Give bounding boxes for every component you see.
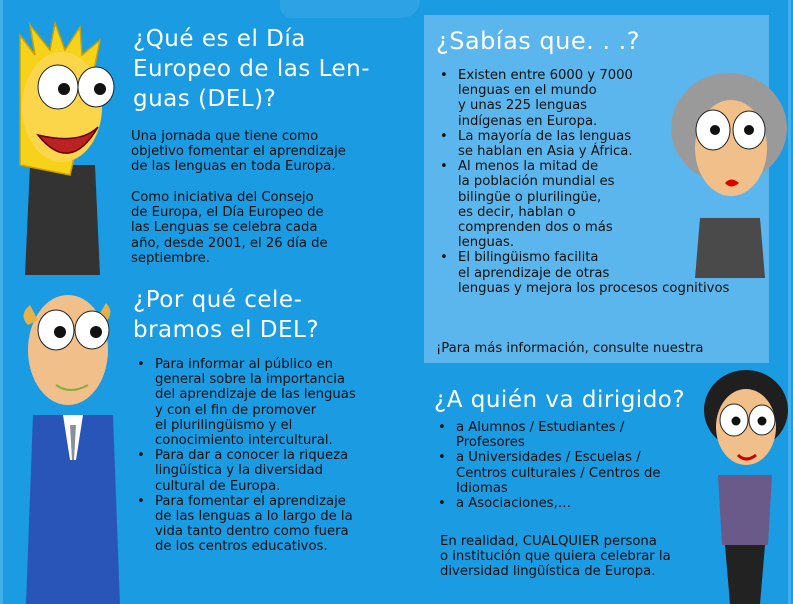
- who-paragraph: En realidad, CUALQUIER persona o institución que quiera celebrar la diversidad lingüística de Europa.: [440, 534, 671, 580]
- yellow-boy-icon: [0, 15, 125, 275]
- heading-what-is-del: ¿Qué es el Día Europeo de las Len- guas (DEL)?: [133, 26, 371, 112]
- list-item: • La mayoría de las lenguas se hablan en Asia y África.: [436, 129, 766, 159]
- list-item: • Para dar a conocer la riqueza lingüística y la diversidad cultural de Europa.: [133, 448, 393, 494]
- heading-why-celebrate: ¿Por qué cele- bramos el DEL?: [133, 287, 320, 343]
- gray-haired-woman-icon: [665, 68, 793, 278]
- list-item: • Existen entre 6000 y 7000 lenguas en el mundo y unas 225 lenguas indígenas en Europa.: [436, 68, 766, 129]
- list-item: • Para fomentar el aprendizaje de las lenguas a lo largo de la vida tanto dentro como fuera de los centros educativos.: [133, 494, 393, 555]
- list-item: • a Asociaciones,…: [434, 496, 714, 511]
- heading-did-you-know: ¿Sabías que. . .?: [436, 27, 641, 55]
- why-list: [133, 357, 393, 555]
- list-item: • Al menos la mitad de la población mundial es bilingüe o plurilingüe, es decir, hablan o comprenden dos o más lenguas.: [436, 159, 766, 250]
- bald-man-icon: [8, 285, 133, 604]
- dark-haired-woman-icon: [700, 365, 793, 604]
- more-info-text: ¡Para más información, consulte nuestra: [436, 341, 704, 356]
- list-item: • a Universidades / Escuelas / Centros culturales / Centros de Idiomas: [434, 450, 714, 496]
- top-decoration: [280, 0, 420, 18]
- list-item: • a Alumnos / Estudiantes / Profesores: [434, 420, 714, 450]
- what-paragraph-1: Una jornada que tiene como objetivo fomentar el aprendizaje de las lenguas en toda Europa.: [131, 129, 346, 175]
- heading-who-is-it-for: ¿A quién va dirigido?: [434, 387, 686, 413]
- what-paragraph-2: Como iniciativa del Consejo de Europa, el Día Europeo de las Lenguas se celebra cada año, desde 2001, el 26 día de septiembre.: [131, 190, 328, 266]
- who-list: [434, 420, 714, 511]
- list-item: • Para informar al público en general sobre la importancia del aprendizaje de las lenguas y con el fin de promover el plurilingüismo y el conocimiento intercultural.: [133, 357, 393, 448]
- list-item: • El bilingüismo facilita el aprendizaje de otras lenguas y mejora los procesos cognitivos: [436, 250, 766, 296]
